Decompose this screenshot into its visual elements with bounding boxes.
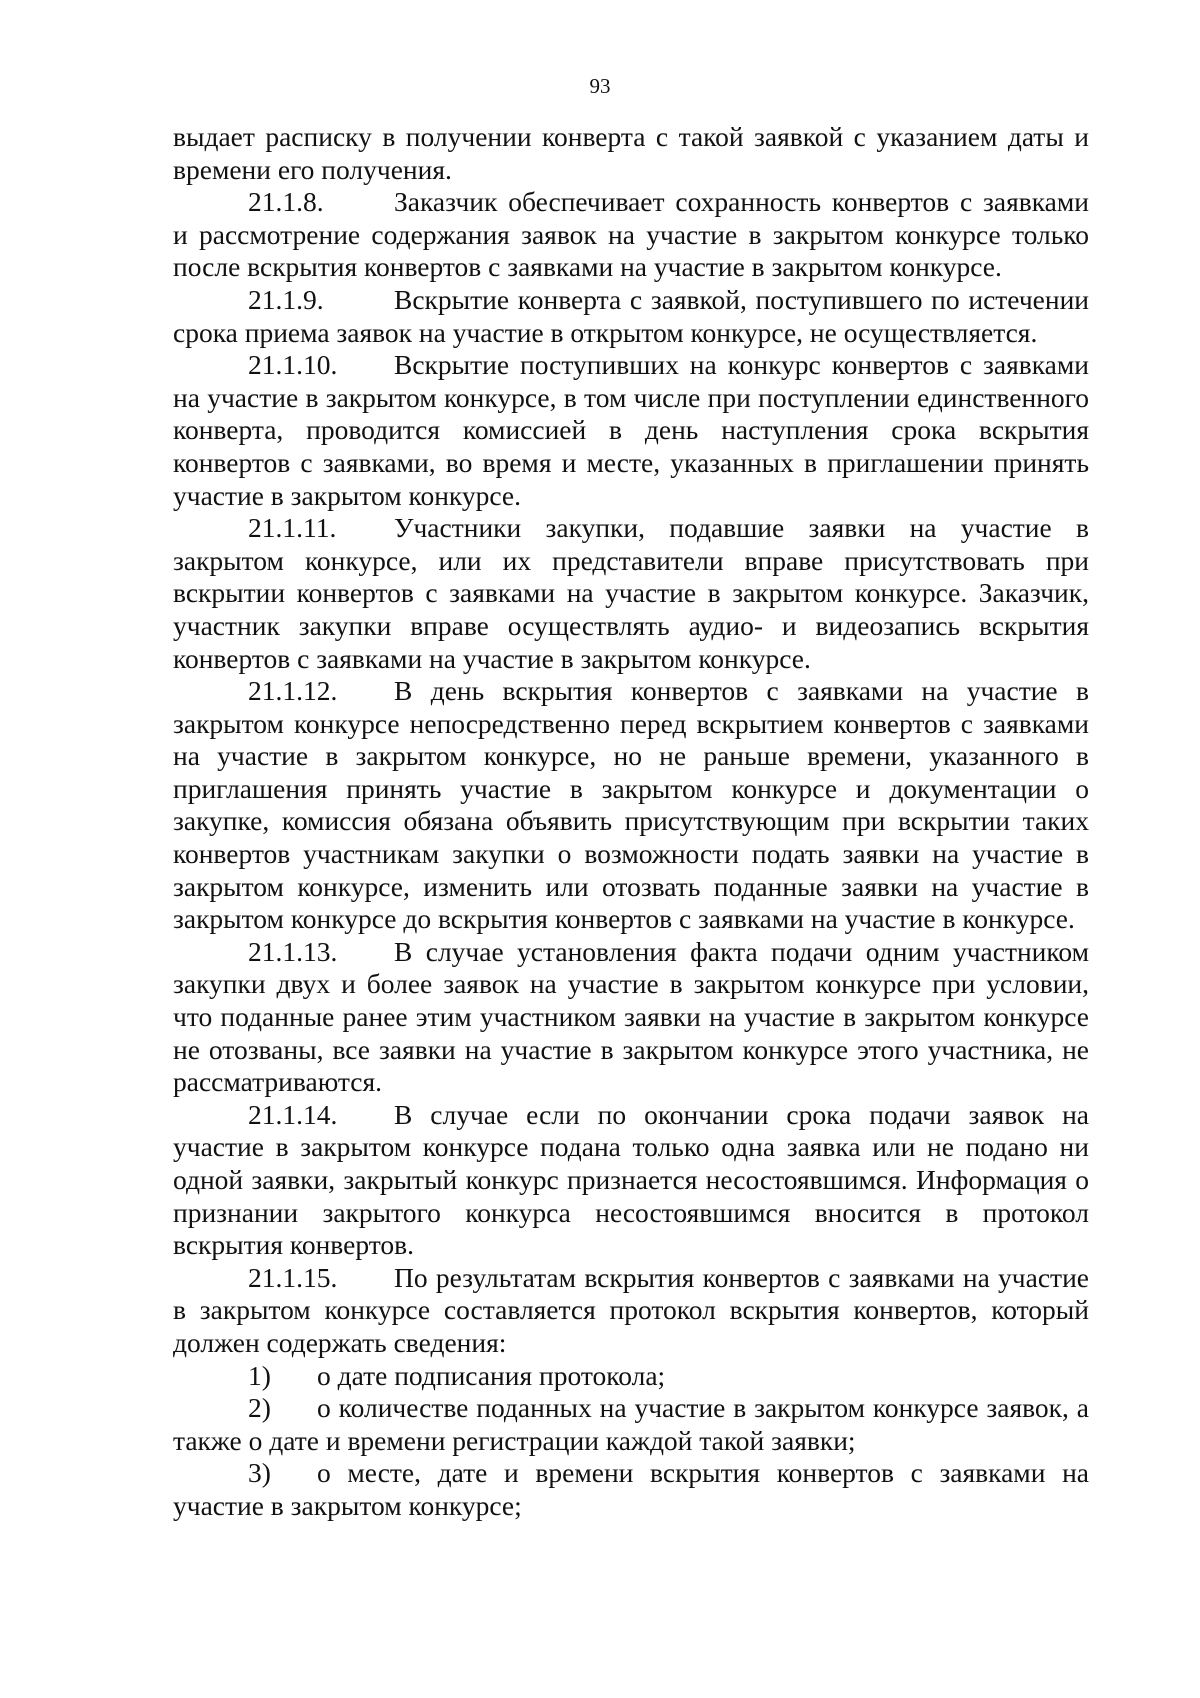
list-item-text: о месте, дате и времени вскрытия конвертов с заявками на участие в закрытом конкурсе; xyxy=(173,1457,1089,1521)
paragraph-21-1-13 xyxy=(173,936,1089,1099)
paragraph-number: 21.1.11. xyxy=(248,512,337,544)
list-item xyxy=(173,1457,1089,1522)
paragraph-text: Заказчик обеспечивает сохранность конвертов с заявками и рассмотрение содержания заявок на участие в закрытом конкурсе только после вскрытия конвертов с заявками на участие в закрытом конкурсе. xyxy=(173,186,1089,283)
intro-paragraph: выдает расписку в получении конверта с такой заявкой с указанием даты и времени его получения. xyxy=(173,121,1089,185)
list-item-number: 2) xyxy=(248,1392,271,1424)
paragraph-number: 21.1.12. xyxy=(248,675,338,707)
paragraph-number: 21.1.14. xyxy=(248,1098,338,1130)
paragraph-text: Вскрытие поступивших на конкурс конвертов с заявками на участие в закрытом конкурсе, в том числе при поступлении единственного конверта, проводится комиссией в день наступления срока вскрытия конвертов с заявками, во время и месте, указанных в приглашении принять участие в закрытом конкурсе. xyxy=(173,349,1089,511)
paragraph-text: В день вскрытия конвертов с заявками на участие в закрытом конкурсе непосредственно перед вскрытием конвертов с заявками на участие в закрытом конкурсе, но не раньше времени, указанного в приглашения принять участие в закрытом конкурсе и документации о закупке, комиссия обязана объявить присутствующим при вскрытии таких конвертов участникам закупки о возможности подать заявки на участие в закрытом конкурсе, изменить или отозвать поданные заявки на участие в закрытом конкурсе до вскрытия конвертов с заявками на участие в конкурсе. xyxy=(173,675,1089,935)
paragraph-21-1-9 xyxy=(173,284,1089,349)
list-item xyxy=(173,1360,1089,1393)
paragraph-21-1-14 xyxy=(173,1099,1089,1262)
list-item-text: о количестве поданных на участие в закрытом конкурсе заявок, а также о дате и времени регистрации каждой такой заявки; xyxy=(173,1392,1089,1456)
paragraph-21-1-8 xyxy=(173,186,1089,284)
paragraph-text: В случае если по окончании срока подачи заявок на участие в закрытом конкурсе подана только одна заявка или не подано ни одной заявки, закрытый конкурс признается несостоявшимся. Информация о признании закрытого конкурса несостоявшимся вносится в протокол вскрытия конвертов. xyxy=(173,1098,1089,1261)
list-item-text: о дате подписания протокола; xyxy=(317,1359,666,1391)
page-number: 93 xyxy=(589,74,611,98)
paragraph-21-1-11 xyxy=(173,512,1089,675)
paragraph-number: 21.1.15. xyxy=(248,1261,338,1293)
paragraph-text: По результатам вскрытия конвертов с заявками на участие в закрытом конкурсе составляется протокол вскрытия конвертов, который должен содержать сведения: xyxy=(173,1261,1089,1358)
paragraph-number: 21.1.8. xyxy=(248,186,324,218)
list-item-number: 1) xyxy=(248,1359,271,1391)
paragraph-number: 21.1.10. xyxy=(248,349,338,381)
paragraph-text: В случае установления факта подачи одним участником закупки двух и более заявок на участие в закрытом конкурсе при условии, что поданные ранее этим участником заявки на участие в закрытом конкурсе не отозваны, все заявки на участие в закрытом конкурсе этого участника, не рассматриваются. xyxy=(173,935,1089,1098)
document-body xyxy=(173,121,1089,1523)
list-item xyxy=(173,1392,1089,1457)
paragraph-number: 21.1.13. xyxy=(248,935,338,967)
list-item-number: 3) xyxy=(248,1457,271,1489)
paragraph-text: Участники закупки, подавшие заявки на участие в закрытом конкурсе, или их представители вправе присутствовать при вскрытии конвертов с заявками на участие в закрытом конкурсе. Заказчик, участник закупки вправе осуществлять аудио- и видеозапись вскрытия конвертов с заявками на участие в закрытом конкурсе. xyxy=(173,512,1089,674)
paragraph-21-1-12 xyxy=(173,675,1089,936)
paragraph-text: Вскрытие конверта с заявкой, поступившего по истечении срока приема заявок на участие в открытом конкурсе, не осуществляется. xyxy=(173,283,1089,348)
paragraph-number: 21.1.9. xyxy=(248,283,324,315)
paragraph-21-1-10 xyxy=(173,349,1089,512)
paragraph-21-1-15 xyxy=(173,1262,1089,1360)
